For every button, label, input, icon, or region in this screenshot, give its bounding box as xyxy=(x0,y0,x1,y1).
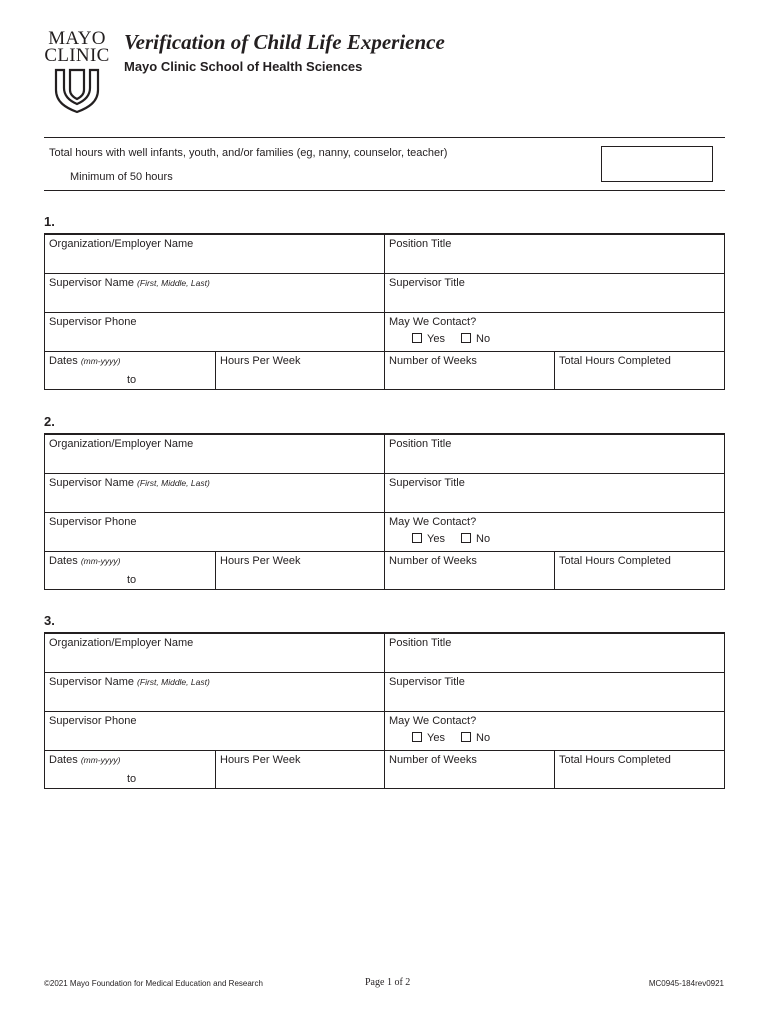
supervisor-name-field[interactable] xyxy=(45,673,384,711)
may-we-contact-label: May We Contact? xyxy=(389,516,477,528)
number-of-weeks-field[interactable] xyxy=(385,751,554,789)
supervisor-name-label: Supervisor Name (First, Middle, Last) xyxy=(49,676,210,688)
position-title-label: Position Title xyxy=(389,438,452,450)
supervisor-title-field[interactable] xyxy=(385,673,725,711)
dates-to-label: to xyxy=(127,374,137,386)
supervisor-name-field[interactable] xyxy=(45,274,384,312)
contact-no-checkbox[interactable]: No xyxy=(461,533,490,545)
position-title-field[interactable] xyxy=(385,235,725,273)
dates-field[interactable] xyxy=(45,352,215,390)
supervisor-title-label: Supervisor Title xyxy=(389,477,465,489)
supervisor-phone-label: Supervisor Phone xyxy=(49,715,137,727)
experience-entry xyxy=(44,233,725,390)
supervisor-phone-field[interactable] xyxy=(45,513,384,551)
total-hours-completed-label: Total Hours Completed xyxy=(559,555,671,567)
dates-label: Dates (mm-yyyy) xyxy=(49,355,121,367)
supervisor-name-field[interactable] xyxy=(45,474,384,512)
dates-to-label: to xyxy=(127,773,137,785)
supervisor-name-hint: (First, Middle, Last) xyxy=(137,278,210,288)
hours-per-week-label: Hours Per Week xyxy=(220,355,301,367)
logo-line-2: CLINIC xyxy=(44,45,110,66)
checkbox-icon xyxy=(412,333,422,343)
may-we-contact-field xyxy=(385,712,725,750)
contact-yes-checkbox[interactable]: Yes xyxy=(412,333,445,345)
total-hours-completed-field[interactable] xyxy=(555,552,725,590)
number-of-weeks-label: Number of Weeks xyxy=(389,555,477,567)
supervisor-title-field[interactable] xyxy=(385,274,725,312)
dates-label: Dates (mm-yyyy) xyxy=(49,754,121,766)
dates-label: Dates (mm-yyyy) xyxy=(49,555,121,567)
total-hours-section xyxy=(44,137,725,191)
checkbox-icon xyxy=(461,333,471,343)
supervisor-name-hint: (First, Middle, Last) xyxy=(137,478,210,488)
checkbox-icon xyxy=(412,533,422,543)
supervisor-title-label: Supervisor Title xyxy=(389,676,465,688)
contact-no-checkbox[interactable]: No xyxy=(461,732,490,744)
supervisor-phone-field[interactable] xyxy=(45,712,384,750)
footer-form-code: MC0945-184rev0921 xyxy=(648,979,724,988)
total-hours-completed-field[interactable] xyxy=(555,751,725,789)
may-we-contact-field xyxy=(385,313,725,351)
org-name-label: Organization/Employer Name xyxy=(49,438,194,450)
supervisor-name-label: Supervisor Name (First, Middle, Last) xyxy=(49,477,210,489)
contact-yes-checkbox[interactable]: Yes xyxy=(412,732,445,744)
total-hours-completed-label: Total Hours Completed xyxy=(559,355,671,367)
supervisor-phone-label: Supervisor Phone xyxy=(49,316,137,328)
supervisor-phone-label: Supervisor Phone xyxy=(49,516,137,528)
contact-yes-checkbox[interactable]: Yes xyxy=(412,533,445,545)
mayo-clinic-logo xyxy=(44,30,110,114)
footer-copyright: ©2021 Mayo Foundation for Medical Education and Research xyxy=(44,979,263,988)
contact-no-checkbox[interactable]: No xyxy=(461,333,490,345)
page-subtitle: Mayo Clinic School of Health Sciences xyxy=(124,59,363,74)
checkbox-icon xyxy=(461,732,471,742)
org-name-field[interactable] xyxy=(45,634,384,672)
total-hours-minimum: Minimum of 50 hours xyxy=(70,171,173,183)
hours-per-week-field[interactable] xyxy=(216,352,384,390)
experience-entry xyxy=(44,632,725,789)
supervisor-name-label: Supervisor Name (First, Middle, Last) xyxy=(49,277,210,289)
dates-field[interactable] xyxy=(45,751,215,789)
dates-hint: (mm-yyyy) xyxy=(80,755,121,765)
hours-per-week-field[interactable] xyxy=(216,751,384,789)
may-we-contact-label: May We Contact? xyxy=(389,715,477,727)
total-hours-completed-field[interactable] xyxy=(555,352,725,390)
entry-number: 3. xyxy=(44,613,55,628)
shield-icon xyxy=(44,66,110,114)
org-name-label: Organization/Employer Name xyxy=(49,238,194,250)
checkbox-icon xyxy=(412,732,422,742)
experience-entry xyxy=(44,433,725,590)
position-title-label: Position Title xyxy=(389,637,452,649)
total-hours-completed-label: Total Hours Completed xyxy=(559,754,671,766)
number-of-weeks-label: Number of Weeks xyxy=(389,355,477,367)
supervisor-title-label: Supervisor Title xyxy=(389,277,465,289)
org-name-field[interactable] xyxy=(45,435,384,473)
dates-to-label: to xyxy=(127,574,137,586)
hours-per-week-label: Hours Per Week xyxy=(220,555,301,567)
hours-per-week-field[interactable] xyxy=(216,552,384,590)
position-title-field[interactable] xyxy=(385,634,725,672)
checkbox-icon xyxy=(461,533,471,543)
number-of-weeks-label: Number of Weeks xyxy=(389,754,477,766)
org-name-label: Organization/Employer Name xyxy=(49,637,194,649)
entry-number: 1. xyxy=(44,214,55,229)
total-hours-input[interactable] xyxy=(601,146,713,182)
footer-page-number: Page 1 of 2 xyxy=(365,977,411,988)
logo-line-1: MAYO xyxy=(48,28,106,49)
supervisor-phone-field[interactable] xyxy=(45,313,384,351)
number-of-weeks-field[interactable] xyxy=(385,352,554,390)
position-title-label: Position Title xyxy=(389,238,452,250)
page-title: Verification of Child Life Experience xyxy=(124,30,445,54)
number-of-weeks-field[interactable] xyxy=(385,552,554,590)
hours-per-week-label: Hours Per Week xyxy=(220,754,301,766)
supervisor-name-hint: (First, Middle, Last) xyxy=(137,677,210,687)
dates-field[interactable] xyxy=(45,552,215,590)
entry-number: 2. xyxy=(44,414,55,429)
dates-hint: (mm-yyyy) xyxy=(80,356,121,366)
may-we-contact-label: May We Contact? xyxy=(389,316,477,328)
may-we-contact-field xyxy=(385,513,725,551)
org-name-field[interactable] xyxy=(45,235,384,273)
dates-hint: (mm-yyyy) xyxy=(80,556,121,566)
position-title-field[interactable] xyxy=(385,435,725,473)
supervisor-title-field[interactable] xyxy=(385,474,725,512)
total-hours-label: Total hours with well infants, youth, and/or families (eg, nanny, counselor, teacher) xyxy=(49,147,448,159)
